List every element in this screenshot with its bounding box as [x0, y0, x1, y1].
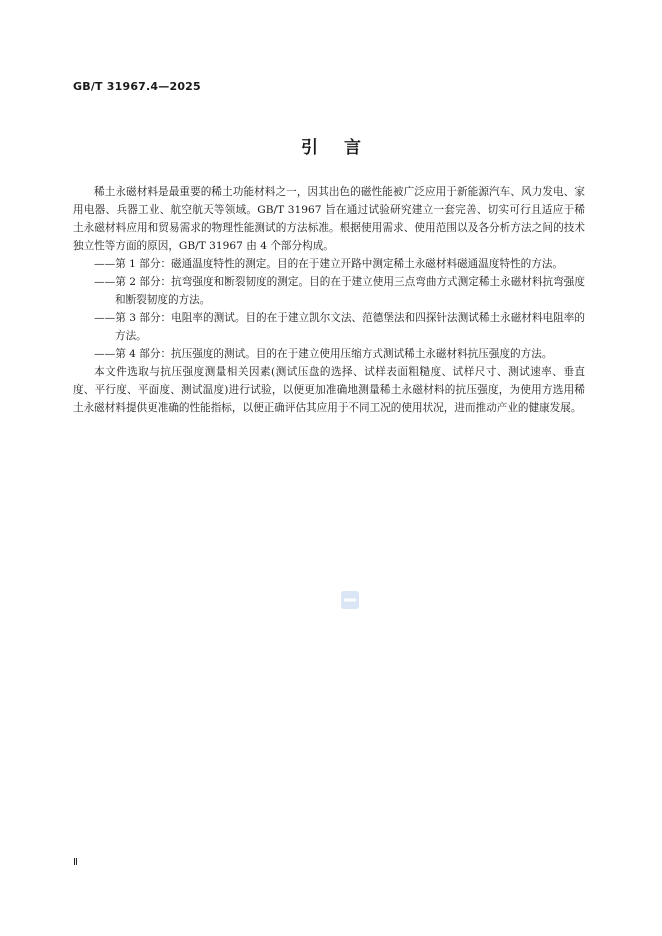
- standard-number: GB/T 31967.4—2025: [73, 80, 201, 93]
- part-3-item: ——第 3 部分：电阻率的测试。目的在于建立凯尔文法、范德堡法和四探针法测试稀土永磁材料电阻率的方法。: [94, 312, 585, 342]
- page-title: 引言: [301, 138, 387, 158]
- part-4-item: ——第 4 部分：抗压强度的测试。目的在于建立使用压缩方式测试稀土永磁材料抗压强度的方法。: [94, 348, 553, 360]
- page-number: Ⅱ: [73, 857, 78, 868]
- part-2-item: ——第 2 部分：抗弯强度和断裂韧度的测定。目的在于建立使用三点弯曲方式测定稀土永磁材料抗弯强度和断裂韧度的方法。: [94, 276, 585, 306]
- stamp-graphic: [341, 591, 359, 609]
- intro-paragraph: 稀土永磁材料是最重要的稀土功能材料之一，因其出色的磁性能被广泛应用于新能源汽车、风力发电、家用电器、兵器工业、航空航天等领域。GB/T 31967 旨在通过试验研究建立一套完善、切实可行且适应于稀土永磁材料应用和贸易需求的物理性能测试的方法标准。根据使用需求、使用范围以及各分析方法之间的技术独立性等方面的原因，GB/T 31967 由 4 个部分构成。: [73, 186, 585, 252]
- document-stamp-icon: [341, 591, 359, 609]
- document-body: [73, 183, 585, 417]
- scope-paragraph: 本文件选取与抗压强度测量相关因素(测试压盘的选择、试样表面粗糙度、试样尺寸、测试速率、垂直度、平行度、平面度、测试温度)进行试验，以便更加准确地测量稀土永磁材料的抗压强度，为使用方选用稀土永磁材料提供更准确的性能指标，以便正确评估其应用于不同工况的使用状况，进而推动产业的健康发展。: [73, 366, 585, 414]
- part-1-item: ——第 1 部分：磁通温度特性的测定。目的在于建立开路中测定稀土永磁材料磁通温度特性的方法。: [94, 258, 564, 270]
